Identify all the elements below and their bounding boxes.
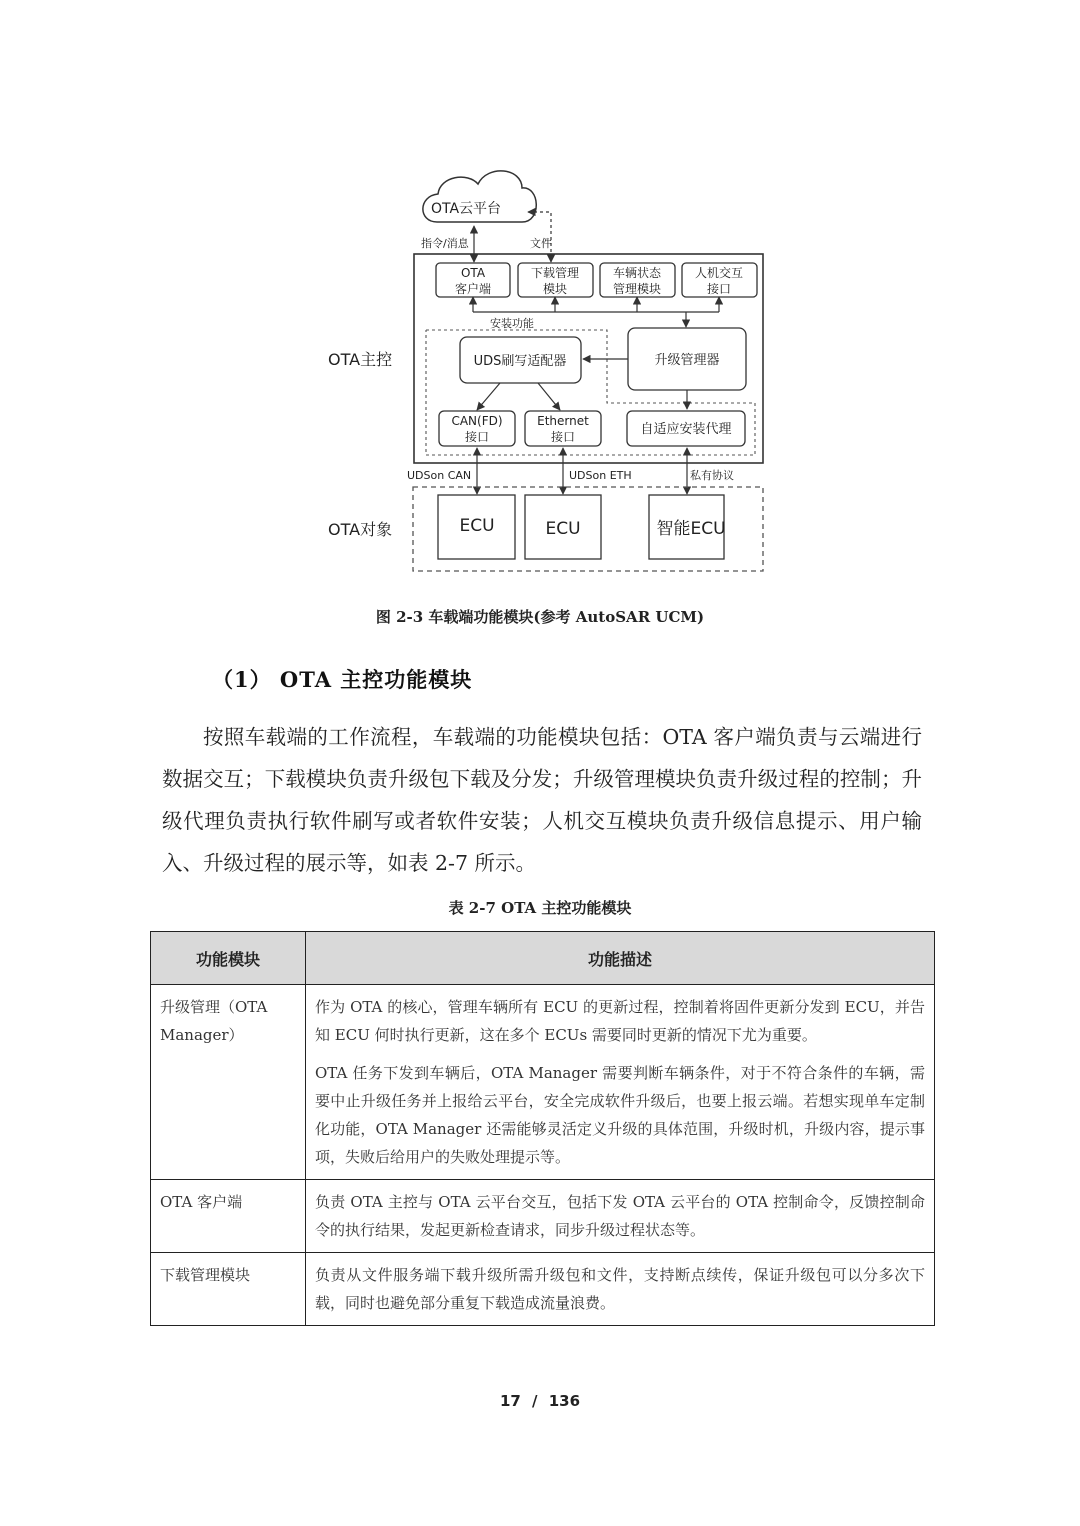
upgrade-manager <box>628 328 746 390</box>
ethernet-interface <box>525 411 601 446</box>
body-paragraph: 按照车载端的工作流程，车载端的功能模块包括：OTA 客户端负责与云端进行数据交互；下载模块负责升级包下载及分发；升级管理模块负责升级过程的控制；升级代理负责执行软件刷写或者软件安装；人机交互模块负责升级信息提示、用户输入、升级过程的展示等，如表 2-7 所示。 <box>162 725 922 875</box>
module-download-manager <box>518 263 593 297</box>
architecture-diagram <box>0 0 1080 640</box>
svg-text:接口: 接口 <box>550 430 576 444</box>
module-ota-client <box>436 263 510 297</box>
svg-text:接口: 接口 <box>464 430 490 444</box>
ota-target-label: OTA对象 <box>328 520 393 539</box>
smart-ecu <box>649 495 726 559</box>
table-row <box>151 985 935 1180</box>
svg-text:自适应安装代理: 自适应安装代理 <box>640 422 732 437</box>
command-link-label: 指令/消息 <box>421 237 469 250</box>
figure-caption: 图 2-3 车载端功能模块(参考 AutoSAR UCM) <box>375 608 705 626</box>
svg-text:客户端: 客户端 <box>454 282 492 296</box>
can-fd-interface <box>439 411 515 446</box>
ecu-can <box>438 495 515 559</box>
row-description-paragraph: 负责 OTA 主控与 OTA 云平台交互，包括下发 OTA 云平台的 OTA 控制命令，反馈控制命令的执行结果，发起更新检查请求，同步升级过程状态等。 <box>315 1193 925 1239</box>
row-description-paragraph: 负责从文件服务端下载升级所需升级包和文件，支持断点续传，保证升级包可以分多次下载，同时也避免部分重复下载造成流量浪费。 <box>315 1266 925 1312</box>
svg-text:ECU: ECU <box>459 516 495 536</box>
ecu-eth <box>525 495 601 559</box>
svg-text:车辆状态: 车辆状态 <box>612 266 662 280</box>
svg-text:接口: 接口 <box>706 282 732 296</box>
bus-eth-label: UDSon ETH <box>569 469 632 482</box>
svg-text:CAN(FD): CAN(FD) <box>451 414 503 428</box>
table-header-row <box>151 932 935 985</box>
row-module-name: 升级管理（OTA Manager） <box>151 985 306 1180</box>
section-heading: （1） OTA 主控功能模块 <box>212 667 473 692</box>
table-caption: 表 2-7 OTA 主控功能模块 <box>448 899 632 917</box>
module-hmi <box>682 263 757 297</box>
svg-text:下载管理: 下载管理 <box>530 266 580 280</box>
row-description <box>306 985 935 1180</box>
svg-text:Ethernet: Ethernet <box>537 414 589 428</box>
adaptive-install-agent <box>627 411 745 446</box>
svg-text:UDS刷写适配器: UDS刷写适配器 <box>473 354 567 369</box>
install-function-label: 安装功能 <box>490 317 534 330</box>
file-link-label: 文件 <box>530 237 552 250</box>
bus-can-label: UDSon CAN <box>407 469 472 482</box>
svg-text:管理模块: 管理模块 <box>612 282 662 296</box>
svg-text:模块: 模块 <box>542 282 568 296</box>
svg-text:OTA: OTA <box>460 266 486 280</box>
row-module-name: OTA 客户端 <box>151 1180 306 1253</box>
row-module-name: 下载管理模块 <box>151 1253 306 1326</box>
bus-private-label: 私有协议 <box>690 469 734 482</box>
svg-text:升级管理器: 升级管理器 <box>654 353 720 368</box>
page-number: 17 / 136 <box>499 1392 581 1410</box>
uds-flash-adapter <box>460 337 581 383</box>
table-row <box>151 1180 935 1253</box>
table-row <box>151 1253 935 1326</box>
svg-text:人机交互: 人机交互 <box>694 266 744 280</box>
cloud-platform <box>423 171 536 222</box>
ota-master-module-table <box>150 931 935 1326</box>
cloud-label: OTA云平台 <box>430 201 502 217</box>
header-module: 功能模块 <box>151 932 306 985</box>
row-description <box>306 1180 935 1253</box>
ota-master-label: OTA主控 <box>328 350 393 369</box>
header-description: 功能描述 <box>306 932 935 985</box>
row-description-paragraph: 作为 OTA 的核心，管理车辆所有 ECU 的更新过程，控制着将固件更新分发到 ECU，并告知 ECU 何时执行更新，这在多个 ECUs 需要同时更新的情况下尤为重要。 <box>315 998 925 1044</box>
row-description <box>306 1253 935 1326</box>
row-description-paragraph: OTA 任务下发到车辆后，OTA Manager 需要判断车辆条件，对于不符合条件的车辆，需要中止升级任务并上报给云平台，安全完成软件升级后，也要上报云端。若想实现单车定制化功能，OTA Manager 还需能够灵活定义升级的具体范围，升级时机，升级内容，提示事项，失败后给用户的失败处理提示等。 <box>315 1064 925 1166</box>
svg-text:ECU: ECU <box>545 519 581 539</box>
svg-text:智能ECU: 智能ECU <box>656 519 726 539</box>
module-vehicle-state <box>600 263 675 297</box>
